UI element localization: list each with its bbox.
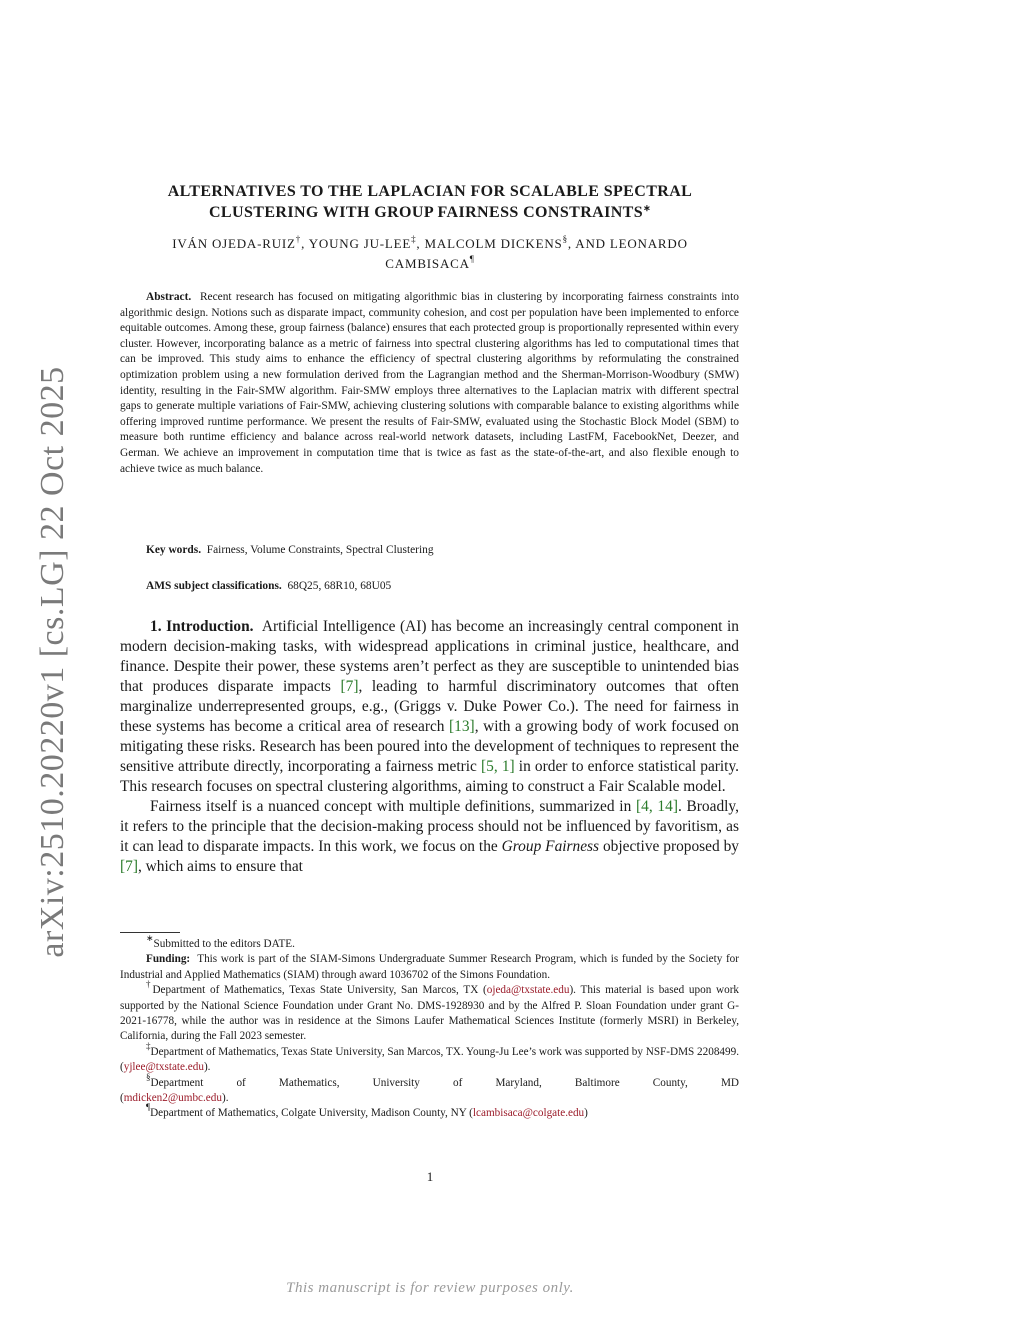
footnote-text: ). (203, 1061, 211, 1074)
author-separator-and: , AND LEONARDO (567, 236, 688, 251)
citation-link[interactable]: [4, 14] (636, 798, 678, 815)
intro-text: Fairness itself is a nuanced concept with multiple definitions, summarized in (150, 798, 637, 815)
title-footnote-mark: ∗ (643, 203, 652, 213)
ams-text: 68Q25, 68R10, 68U05 (287, 580, 392, 592)
emphasis-term: Group Fairness (501, 838, 600, 855)
abstract (120, 290, 739, 477)
ams-label: AMS subject classifications. (146, 580, 282, 592)
footnote-author-4 (120, 1102, 739, 1121)
footnote-author-3-email (120, 1091, 739, 1106)
intro-text: , with a growing body of work focused on mitigating these risks. Research has been poured into the development of techniques to represent the sensitive attribute directly, incorporating a fairness metric (120, 718, 739, 775)
footnote-mark: † (146, 979, 153, 990)
footnote-author-3 (120, 1071, 739, 1091)
title-line-2-text: CLUSTERING WITH GROUP FAIRNESS CONSTRAINTS (208, 204, 644, 221)
footnote-text: ) (584, 1107, 588, 1120)
authors-line-1 (118, 234, 742, 254)
paper-title (118, 181, 742, 223)
intro-paragraph-2 (120, 797, 739, 877)
author-4-mark: ¶ (469, 254, 475, 264)
email-link[interactable]: mdicken2@umbc.edu (123, 1092, 222, 1105)
footnote-author-1 (120, 979, 740, 1045)
footnote-mark: ‡ (146, 1040, 151, 1051)
intro-paragraph-1 (120, 617, 739, 797)
funding-label: Funding: (146, 953, 191, 966)
footnote-text: Submitted to the editors DATE. (153, 938, 295, 950)
intro-text: , which aims to ensure that (137, 858, 303, 875)
email-link[interactable]: lcambisaca@colgate.edu (472, 1107, 585, 1120)
intro-text: Artificial Intelligence (AI) has become an increasingly central component in modern decision-making tasks, with widespread applications in criminal justice, healthcare, and finance. Despite their power, these systems aren’t perfect as they are susceptible to unintended bias that produces disparate impacts (120, 618, 739, 695)
intro-text: . Broadly, it refers to the principle that the decision-making process should not be influenced by favoritism, as it can lead to disparate impacts. In this work, we focus on the (120, 798, 739, 855)
footnote-mark: ∗ (146, 933, 154, 943)
section-heading: 1. Introduction. (150, 618, 254, 635)
author-2: YOUNG JU-LEE (308, 236, 412, 251)
footnotes (120, 933, 740, 1122)
keywords (146, 544, 434, 556)
intro-text: , leading to harmful discriminatory outcomes that often marginalize underrepresented groups, e.g., (Griggs v. Duke Power Co.). The need for fairness in these systems has become a critical area of research (120, 678, 739, 735)
footnote-text: ( (120, 1092, 124, 1105)
author-1: IVÁN OJEDA-RUIZ (172, 236, 296, 251)
page-number: 1 (426, 1169, 434, 1184)
citation-link[interactable]: [7] (120, 858, 138, 875)
author-separator: , (301, 236, 309, 251)
footnote-mark: § (146, 1071, 151, 1082)
abstract-label: Abstract. (146, 291, 192, 303)
author-list (118, 234, 742, 274)
footnote-author-2 (120, 1040, 740, 1076)
author-2-mark: ‡ (411, 234, 417, 244)
footnote-mark: ¶ (146, 1102, 151, 1113)
intro-text: objective proposed by (599, 838, 739, 855)
review-watermark: This manuscript is for review purposes only. (286, 1280, 574, 1296)
footnote-text: Department of Mathematics, University of Maryland, Baltimore County, MD (150, 1076, 739, 1089)
title-line-2 (118, 202, 742, 223)
footnote-text: This work is part of the SIAM-Simons Undergraduate Summer Research Program, which is funded by the Society for Industrial and Applied Mathematics (SIAM) through award 1036702 of the Simons Foundation. (120, 953, 739, 981)
citation-link[interactable]: [5, 1] (481, 758, 515, 775)
author-3-mark: § (562, 234, 568, 244)
authors-line-2 (118, 254, 742, 274)
ams-classifications (146, 580, 391, 592)
email-link[interactable]: ojeda@txstate.edu (486, 984, 570, 997)
abstract-paragraph (120, 290, 739, 477)
email-link[interactable]: yjlee@txstate.edu (123, 1061, 204, 1074)
footnote-text: Department of Mathematics, Texas State University, San Marcos, TX ( (152, 984, 487, 997)
abstract-text: Recent research has focused on mitigating algorithmic bias in clustering by incorporating fairness constraints into algorithmic design. Notions such as disparate impact, community cohesion, and cost per population have been implemented to enforce equitable outcomes. Among these, group fairness (balance) ensures that each protected group is proportionally represented within every cluster. However, incorporating balance as a metric of fairness into spectral clustering algorithms has led to computational times that can be improved. This study aims to enhance the efficiency of spectral clustering algorithms by reformulating the constrained optimization problem using a new formulation derived from the Lagrangian method and the Sherman-Morrison-Woodbury (SMW) identity, resulting in the Fair-SMW algorithm. Fair-SMW employs three alternatives to the Laplacian matrix with different spectral gaps to generate multiple variations of Fair-SMW, achieving clustering solutions with comparable balance to existing algorithms while offering improved runtime performance. We present the results of Fair-SMW, evaluated using the Stochastic Block Model (SBM) to measure both runtime efficiency and balance across real-world network datasets, including LastFM, FacebookNet, Deezer, and German. We achieve an improvement in computation time that is twice as fast as the state-of-the-art, and also flexible enough to achieve twice as much balance. (120, 291, 739, 475)
footnote-text: Department of Mathematics, Texas State University, San Marcos, TX. Young-Ju Lee’s work was supported by NSF-DMS 2208499. ( (120, 1045, 740, 1074)
keywords-text: Fairness, Volume Constraints, Spectral Clustering (206, 544, 434, 556)
arxiv-id-text: arXiv:2510.20220v1 [cs.LG] 22 Oct 2025 (34, 366, 71, 958)
author-separator: , (416, 236, 425, 251)
keywords-label: Key words. (146, 544, 202, 556)
intro-text: in order to enforce statistical parity. This research focuses on spectral clustering algorithms, aiming to construct a Fair Scalable model. (120, 758, 740, 795)
footnote-text: ). This material is based upon work supported by the National Science Foundation under Grant No. DMS-1928930 and by the Alfred P. Sloan Foundation under grant G-2021-16778, while the author was in residence at the Simons Laufer Mathematical Sciences Institute (formerly MSRI) in Berkeley, California, during the Fall 2023 semester. (120, 984, 740, 1043)
arxiv-identifier-stamp (28, 366, 78, 958)
author-1-mark: † (295, 234, 302, 244)
citation-link[interactable]: [7] (340, 678, 359, 695)
author-3: MALCOLM DICKENS (424, 236, 563, 251)
citation-link[interactable]: [13] (449, 718, 475, 735)
footnote-funding (120, 952, 739, 983)
title-line-1: ALTERNATIVES TO THE LAPLACIAN FOR SCALABLE SPECTRAL (167, 183, 693, 200)
footnote-text: Department of Mathematics, Colgate University, Madison County, NY ( (150, 1107, 473, 1120)
introduction-section (120, 617, 739, 877)
footnote-submitted (120, 933, 739, 952)
author-4: CAMBISACA (385, 256, 470, 271)
footnote-text: ). (221, 1092, 229, 1105)
